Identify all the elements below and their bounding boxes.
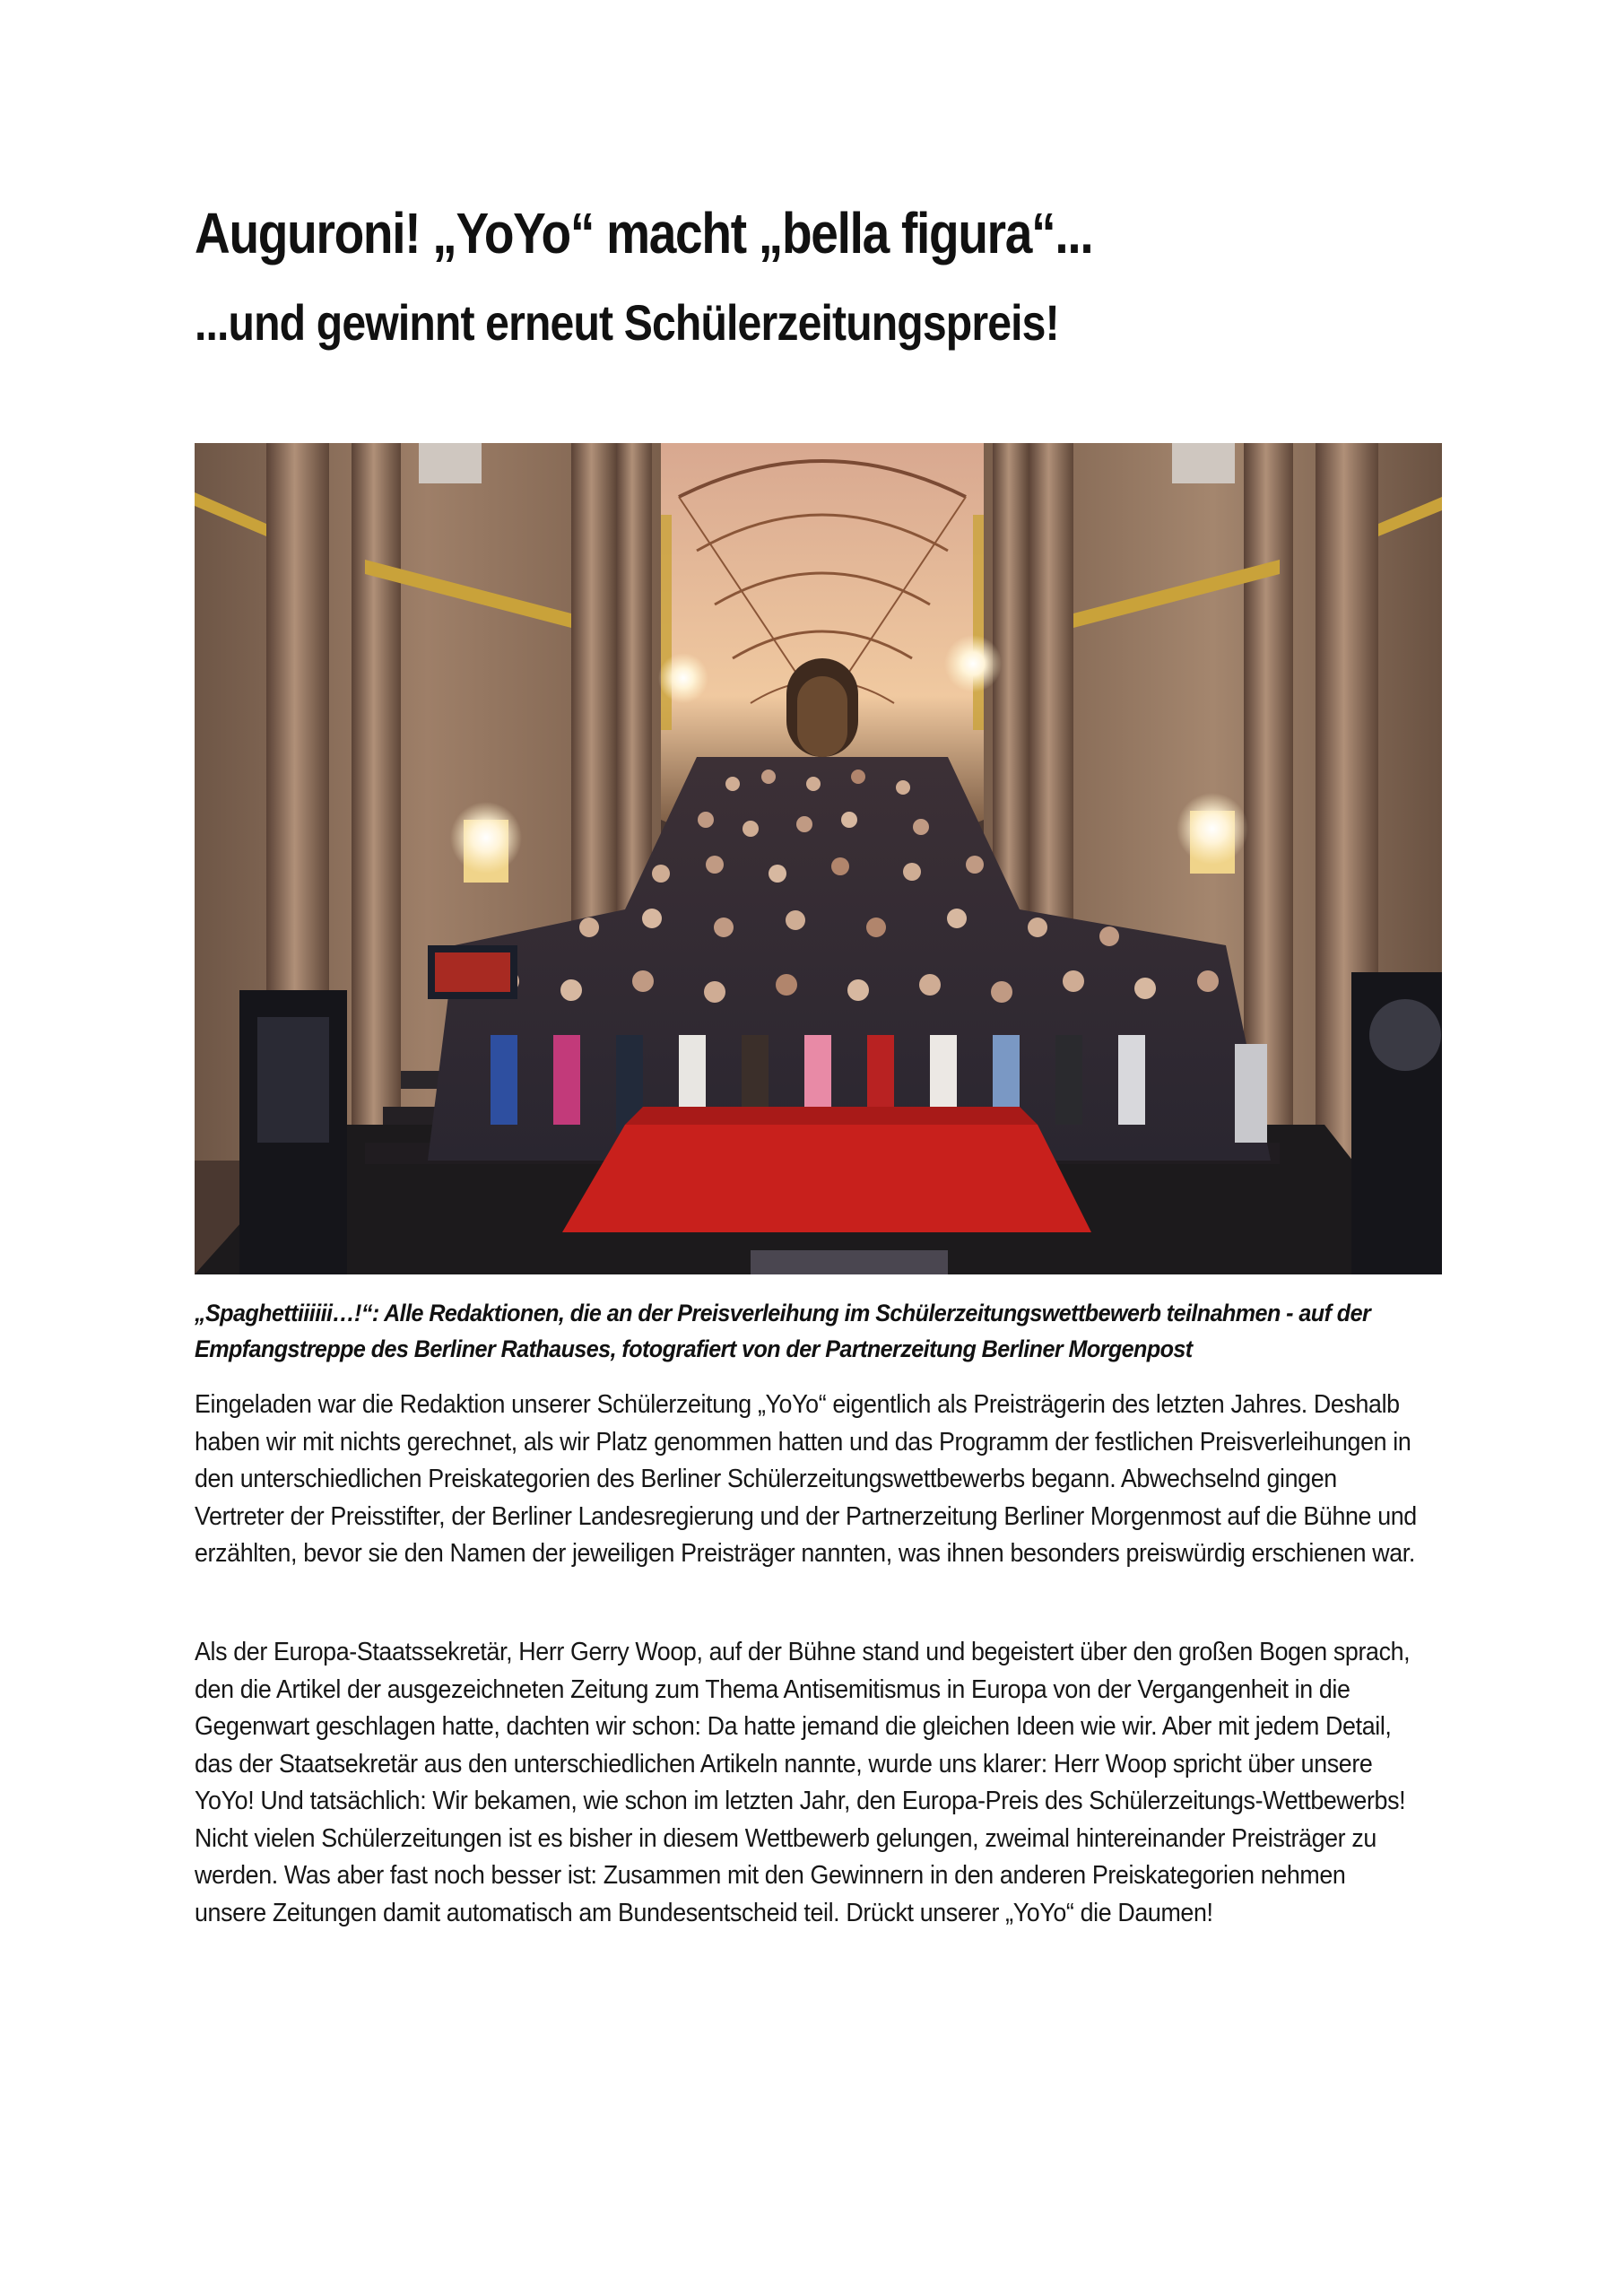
article-photo (195, 443, 1442, 1274)
group-photo-staircase-icon (195, 443, 1442, 1274)
article-subtitle: ...und gewinnt erneut Schülerzeitungspreis! (195, 294, 1059, 351)
body-paragraph: Eingeladen war die Redaktion unserer Schülerzeitung „YoYo“ eigentlich als Preisträgerin des letzten Jahres. Deshalb haben wir mit nichts gerechnet, als wir Platz genommen hatten und das Programm der festlichen Preisverleihungen in den unterschiedlichen Preiskategorien des Berliner Schülerzeitungswettbewerbs begann. Abwechselnd gingen Vertreter der Preisstifter, der Berliner Landesregierung und der Partnerzeitung Berliner Morgenmost auf die Bühne und erzählten, bevor sie den Namen der jeweiligen Preisträger nannten, was ihnen besonders preiswürdig erschienen war. (195, 1390, 1417, 1568)
photo-caption: „Spaghettiiiiii…!“: Alle Redaktionen, die an der Preisverleihung im Schülerzeitungswettbewerb teilnahmen - auf der Empfangstreppe des Berliner Rathauses, fotografiert von der Partnerzeitung Berliner Morgenpost (195, 1300, 1371, 1362)
article-title: Auguroni! „YoYo“ macht „bella figura“... (195, 201, 1093, 265)
body-paragraph: Als der Europa-Staatssekretär, Herr Gerry Woop, auf der Bühne stand und begeistert über den großen Bogen sprach, den die Artikel der ausgezeichneten Zeitung zum Thema Antisemitismus in Europa von der Vergangenheit in die Gegenwart geschlagen hatte, dachten wir schon: Da hatte jemand die gleichen Ideen wie wir. Aber mit jedem Detail, das der Staatsekretär aus den unterschiedlichen Artikeln nannte, wurde uns klarer: Herr Woop spricht über unsere YoYo! Und tatsächlich: Wir bekamen, wie schon im letzten Jahr, den Europa-Preis des Schülerzeitungs-Wettbewerbs! Nicht vielen Schülerzeitungen ist es bisher in diesem Wettbewerb gelungen, zweimal hintereinander Preisträger zu werden. Was aber fast noch besser ist: Zusammen mit den Gewinnern in den anderen Preiskategorien nehmen unsere Zeitungen damit automatisch am Bundesentscheid teil. Drückt unserer „YoYo“ die Daumen! (195, 1638, 1411, 1927)
